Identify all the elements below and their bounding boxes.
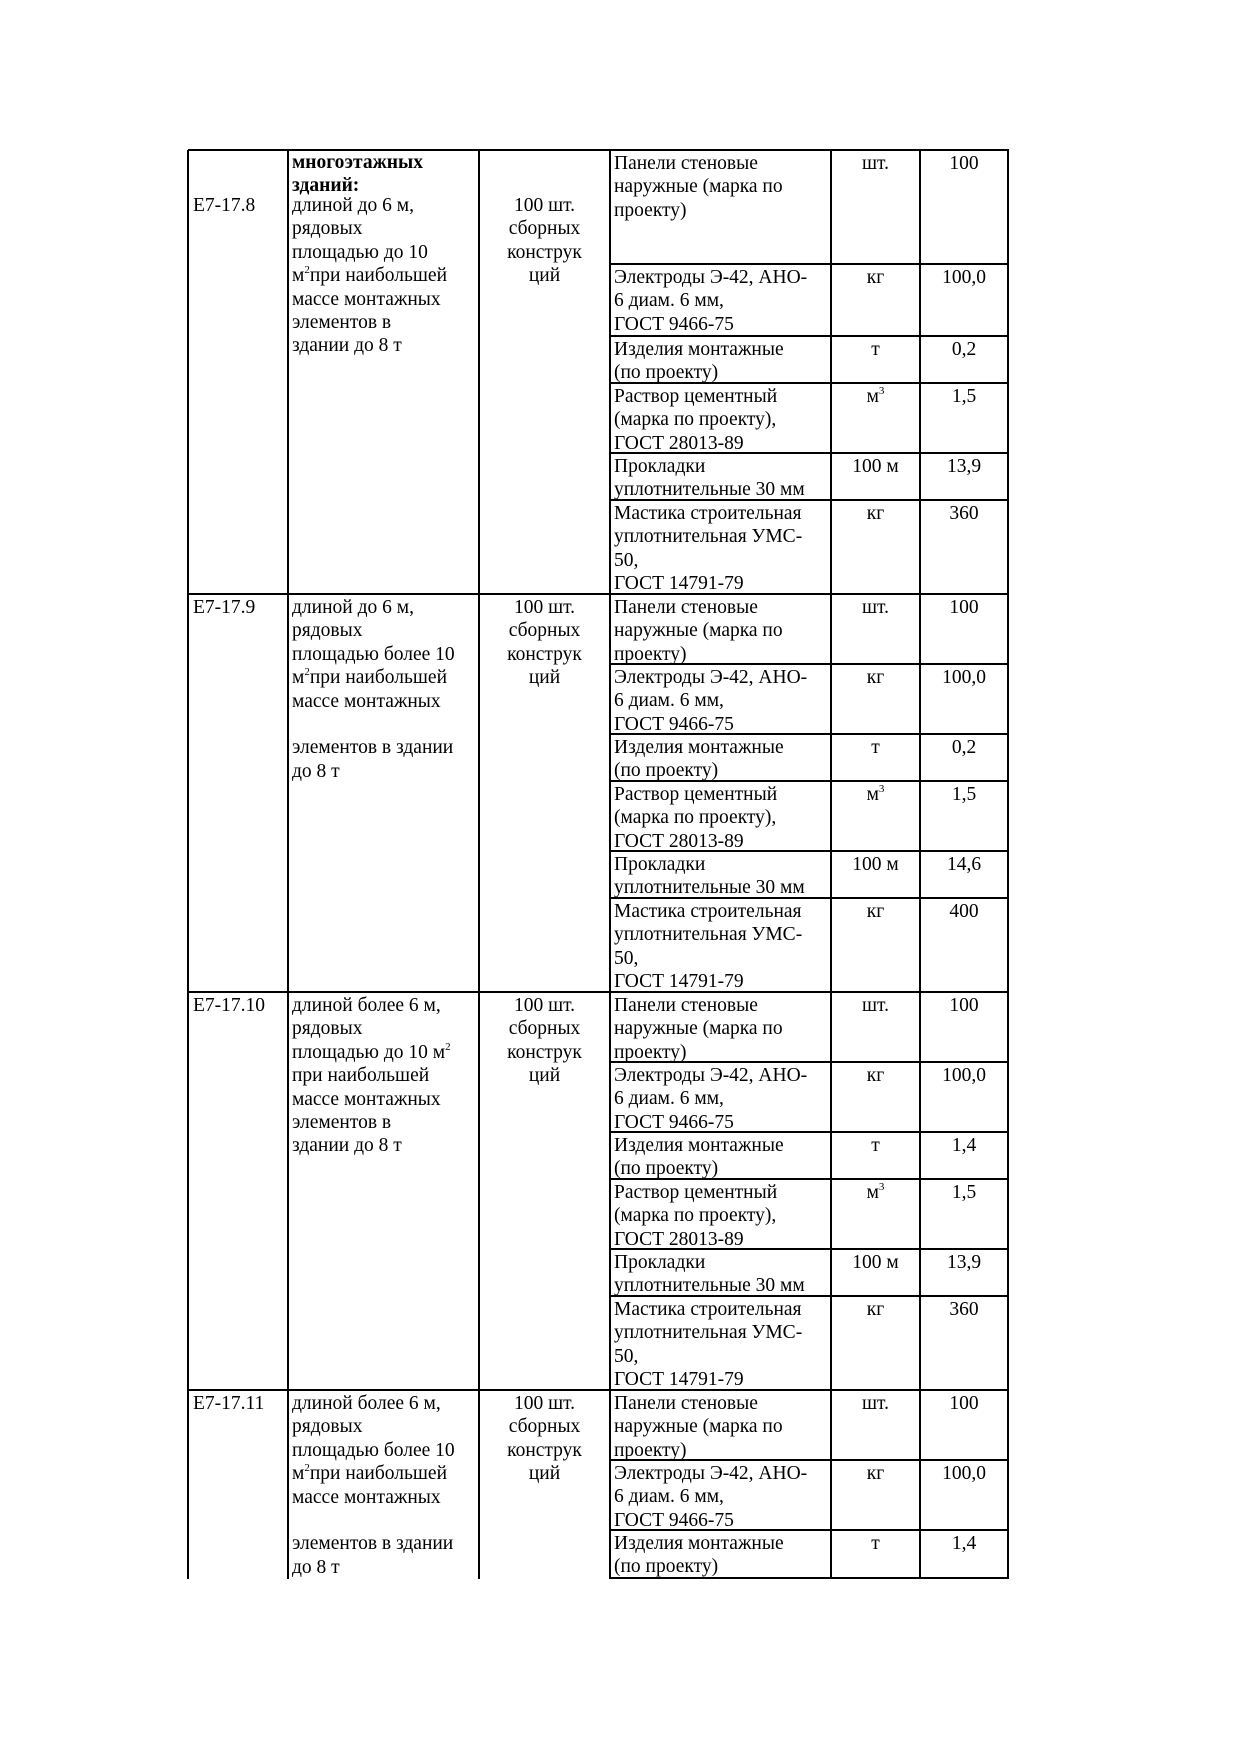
material-name: Мастика строительная уплотнительная УМС- 50, ГОСТ 14791-79 bbox=[614, 901, 803, 993]
work-description-text: длиной более 6 м, рядовых площадью более 10 м bbox=[292, 1393, 455, 1485]
material-qty: 100,0 bbox=[942, 667, 986, 688]
material-uom-text: м bbox=[866, 386, 879, 407]
material-name: Изделия монтажные (по проекту) bbox=[614, 1135, 784, 1180]
material-qty: 0,2 bbox=[951, 737, 977, 758]
table-border bbox=[188, 593, 1009, 595]
material-name: Электроды Э-42, АНО- 6 диам. 6 мм, ГОСТ 9466-75 bbox=[614, 1065, 808, 1133]
unit-of-measure: 100 шт. сборных конструк ций bbox=[507, 195, 582, 287]
rate-code: Е7-17.8 bbox=[193, 195, 256, 216]
work-description bbox=[292, 994, 477, 1158]
material-uom: т bbox=[871, 1135, 880, 1156]
material-qty: 360 bbox=[949, 503, 979, 524]
material-name: Раствор цементный (марка по проекту), ГОСТ 28013-89 bbox=[614, 386, 778, 454]
material-uom bbox=[831, 783, 920, 806]
work-description-superscript: 2 bbox=[304, 264, 310, 277]
work-description-text: длиной до 6 м, рядовых площадью до 10 м bbox=[292, 195, 428, 287]
material-qty: 14,6 bbox=[946, 854, 982, 875]
material-uom-text: м bbox=[866, 784, 879, 805]
table-border bbox=[478, 150, 480, 1579]
material-qty: 1,5 bbox=[951, 1182, 977, 1203]
material-uom: т bbox=[871, 737, 880, 758]
material-qty: 1,4 bbox=[951, 1135, 977, 1156]
unit-of-measure: 100 шт. сборных конструк ций bbox=[507, 995, 582, 1087]
work-description bbox=[292, 596, 477, 783]
material-name: Панели стеновые наружные (марка по проекту) bbox=[614, 995, 783, 1063]
rate-code: Е7-17.9 bbox=[193, 597, 256, 618]
material-name: Прокладки уплотнительные 30 мм bbox=[614, 456, 805, 501]
material-uom: кг bbox=[866, 1299, 885, 1320]
material-uom: шт. bbox=[862, 597, 889, 618]
material-uom: т bbox=[871, 339, 880, 360]
material-uom: шт. bbox=[862, 1393, 889, 1414]
table-border bbox=[188, 1389, 1009, 1391]
material-qty: 100,0 bbox=[942, 1463, 986, 1484]
material-uom-text: м bbox=[866, 1182, 879, 1203]
material-uom-superscript: 3 bbox=[878, 385, 885, 397]
material-name: Мастика строительная уплотнительная УМС- 50, ГОСТ 14791-79 bbox=[614, 503, 803, 595]
work-description-superscript: 2 bbox=[304, 1462, 310, 1475]
material-qty: 100,0 bbox=[942, 1065, 986, 1086]
material-qty: 13,9 bbox=[946, 1252, 982, 1273]
table-border bbox=[610, 263, 1009, 265]
material-qty: 100 bbox=[949, 995, 979, 1016]
section-heading: многоэтажных зданий: bbox=[292, 152, 423, 197]
work-description-text: длиной до 6 м, рядовых площадью более 10 м bbox=[292, 597, 455, 689]
material-name: Электроды Э-42, АНО- 6 диам. 6 мм, ГОСТ 9466-75 bbox=[614, 1463, 808, 1531]
work-description-text: длиной более 6 м, рядовых площадью до 10 м bbox=[292, 995, 446, 1063]
material-uom: шт. bbox=[862, 153, 889, 174]
material-uom: кг bbox=[866, 267, 885, 288]
rate-code: Е7-17.10 bbox=[193, 995, 266, 1016]
material-uom: кг bbox=[866, 667, 885, 688]
material-qty: 400 bbox=[949, 901, 979, 922]
material-name: Раствор цементный (марка по проекту), ГОСТ 28013-89 bbox=[614, 784, 778, 852]
material-name: Панели стеновые наружные (марка по проекту) bbox=[614, 597, 783, 665]
material-name: Электроды Э-42, АНО- 6 диам. 6 мм, ГОСТ 9466-75 bbox=[614, 667, 808, 735]
material-uom: кг bbox=[866, 1065, 885, 1086]
material-qty: 100 bbox=[949, 597, 979, 618]
work-description bbox=[292, 194, 477, 358]
work-description-superscript: 2 bbox=[445, 1040, 451, 1053]
material-name: Мастика строительная уплотнительная УМС- 50, ГОСТ 14791-79 bbox=[614, 1299, 803, 1391]
material-name: Прокладки уплотнительные 30 мм bbox=[614, 854, 805, 899]
material-name: Изделия монтажные (по проекту) bbox=[614, 339, 784, 384]
material-uom: 100 м bbox=[852, 854, 899, 875]
material-qty: 1,5 bbox=[951, 386, 977, 407]
material-uom: кг bbox=[866, 901, 885, 922]
rate-code: Е7-17.11 bbox=[193, 1393, 265, 1414]
material-uom-superscript: 3 bbox=[878, 783, 885, 795]
table-border bbox=[187, 150, 189, 1579]
unit-of-measure: 100 шт. сборных конструк ций bbox=[507, 1393, 582, 1485]
material-qty: 100 bbox=[949, 1393, 979, 1414]
material-name: Изделия монтажные (по проекту) bbox=[614, 1533, 784, 1578]
work-description bbox=[292, 1392, 477, 1579]
material-name: Изделия монтажные (по проекту) bbox=[614, 737, 784, 782]
material-uom bbox=[831, 1181, 920, 1204]
material-uom: 100 м bbox=[852, 456, 899, 477]
material-uom-superscript: 3 bbox=[878, 1181, 885, 1193]
work-description-text-tail: при наибольшей массе монтажных элементов в здании до 8 т bbox=[292, 1065, 441, 1157]
table-border bbox=[188, 991, 1009, 993]
work-description-superscript: 2 bbox=[304, 666, 310, 679]
material-qty: 1,5 bbox=[951, 784, 977, 805]
material-uom: шт. bbox=[862, 995, 889, 1016]
material-name: Раствор цементный (марка по проекту), ГОСТ 28013-89 bbox=[614, 1182, 778, 1250]
material-name: Электроды Э-42, АНО- 6 диам. 6 мм, ГОСТ 9466-75 bbox=[614, 267, 808, 335]
work-description-text-tail: при наибольшей массе монтажных элементов в здании до 8 т bbox=[292, 265, 448, 357]
material-name: Прокладки уплотнительные 30 мм bbox=[614, 1252, 805, 1297]
table-border bbox=[287, 150, 289, 1579]
work-description-text-tail: при наибольшей массе монтажных элементов в здании до 8 т bbox=[292, 667, 454, 782]
material-uom: кг bbox=[866, 503, 885, 524]
material-uom: кг bbox=[866, 1463, 885, 1484]
unit-of-measure: 100 шт. сборных конструк ций bbox=[507, 597, 582, 689]
work-description-text-tail: при наибольшей массе монтажных элементов в здании до 8 т bbox=[292, 1463, 454, 1578]
material-qty: 1,4 bbox=[951, 1533, 977, 1554]
material-uom: т bbox=[871, 1533, 880, 1554]
material-qty: 0,2 bbox=[951, 339, 977, 360]
material-name: Панели стеновые наружные (марка по проекту) bbox=[614, 153, 783, 221]
material-qty: 100 bbox=[949, 153, 979, 174]
material-qty: 13,9 bbox=[946, 456, 982, 477]
material-uom bbox=[831, 385, 920, 408]
table-border bbox=[609, 150, 611, 1579]
material-name: Панели стеновые наружные (марка по проекту) bbox=[614, 1393, 783, 1461]
material-qty: 100,0 bbox=[942, 267, 986, 288]
material-qty: 360 bbox=[949, 1299, 979, 1320]
material-uom: 100 м bbox=[852, 1252, 899, 1273]
